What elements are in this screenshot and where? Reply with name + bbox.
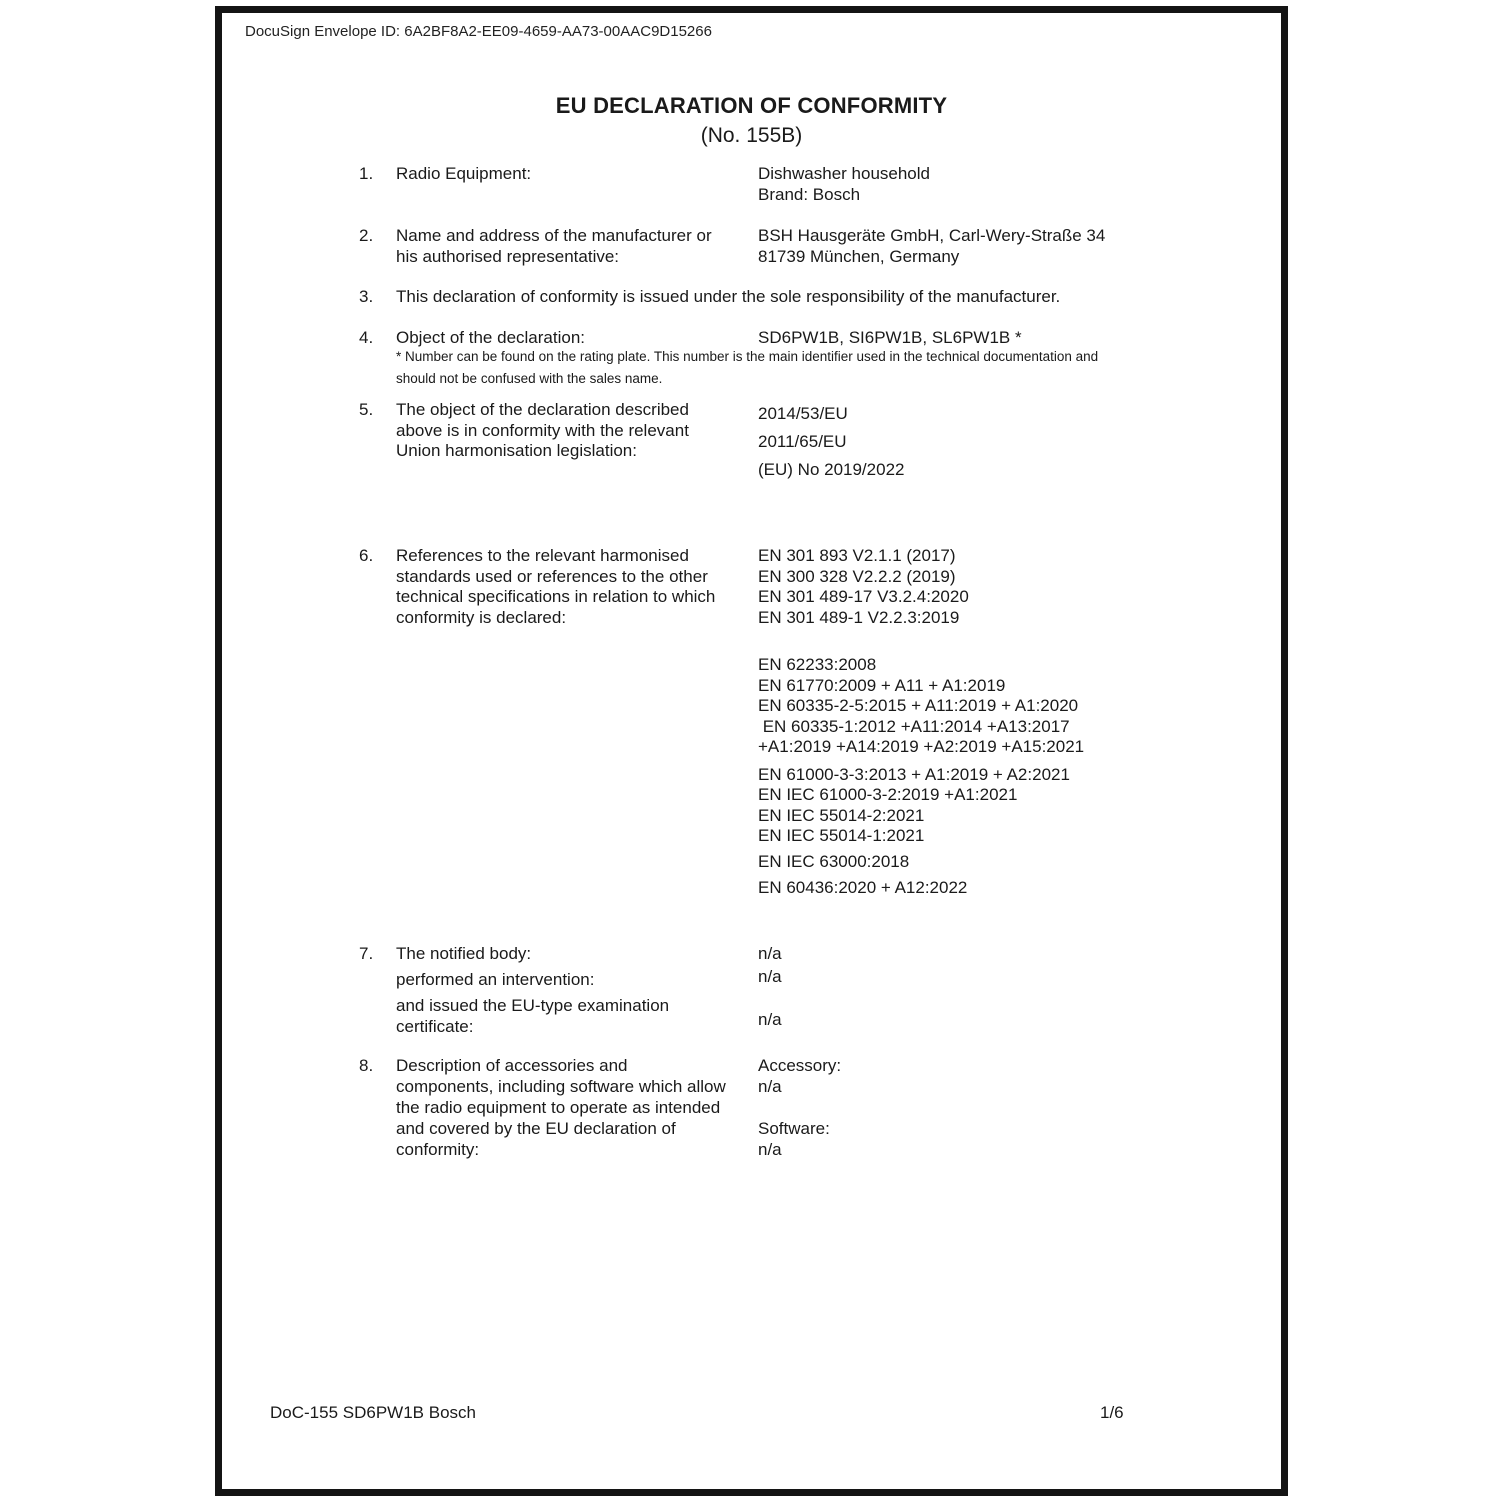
item-8-values (758, 1055, 1267, 1160)
footer-page-number: 1/6 (1100, 1403, 1124, 1422)
item-2-values (758, 226, 1267, 267)
label-line: The object of the declaration described (396, 400, 689, 419)
label-line: and issued the EU-type examination (396, 996, 670, 1015)
standard-line: EN 301 893 V2.1.1 (2017) (758, 546, 956, 565)
item-7-label (396, 944, 758, 1037)
standard-line: EN 60335-2-5:2015 + A11:2019 + A1:2020 (758, 696, 1079, 715)
standard-line: EN 60335-1:2012 +A11:2014 +A13:2017 (758, 716, 1070, 736)
label-line: conformity is declared: (396, 607, 567, 627)
standard-line: EN IEC 63000:2018 (758, 852, 910, 871)
item-2 (359, 226, 1267, 267)
label-line: technical specifications in relation to which (396, 587, 716, 606)
item-6 (359, 546, 1267, 899)
label-line: References to the relevant harmonised (396, 546, 689, 565)
item-4-footnote (396, 346, 1156, 389)
value-line: 2011/65/EU (758, 431, 847, 451)
item-1-label (396, 164, 758, 185)
label-line: conformity: (396, 1140, 480, 1159)
document-page (215, 6, 1288, 1496)
value-line: SD6PW1B, SI6PW1B, SL6PW1B * (758, 328, 1022, 347)
value-line: n/a (758, 1077, 782, 1096)
item-8 (359, 1055, 1267, 1160)
item-1-number: 1. (359, 164, 374, 183)
label-line: Union harmonisation legislation: (396, 441, 637, 460)
value-line: 2014/53/EU (758, 404, 848, 423)
item-5 (359, 400, 1267, 483)
item-8-number: 8. (359, 1056, 374, 1075)
item-1-values (758, 164, 1267, 205)
standard-line: EN IEC 61000-3-2:2019 +A1:2021 (758, 785, 1018, 804)
value-line: n/a (758, 1010, 782, 1029)
value-line: Accessory: (758, 1056, 842, 1075)
footnote-line: should not be confused with the sales name. (396, 370, 663, 386)
item-7 (359, 944, 1267, 1037)
label-line: Object of the declaration: (396, 328, 586, 347)
label-line: components, including software which allow (396, 1077, 726, 1096)
item-6-standards-list (758, 546, 1267, 899)
label-line: certificate: (396, 1016, 474, 1036)
value-line (758, 1097, 1267, 1118)
value-line: n/a (758, 944, 782, 963)
item-7-number: 7. (359, 944, 374, 963)
item-5-label (396, 400, 758, 462)
label-line: and covered by the EU declaration of (396, 1119, 676, 1138)
value-line: Brand: Bosch (758, 184, 861, 204)
footnote-line: * Number can be found on the rating plate. This number is the main identifier used in the technical documentation and (396, 349, 1099, 364)
item-2-number: 2. (359, 226, 374, 245)
item-6-label (396, 546, 758, 628)
standard-line: EN 60436:2020 + A12:2022 (758, 878, 968, 897)
value-line: BSH Hausgeräte GmbH, Carl-Wery-Straße 34 (758, 226, 1106, 245)
label-line: This declaration of conformity is issued under the sole responsibility of the manufacturer. (396, 287, 1061, 306)
value-line: 81739 München, Germany (758, 246, 960, 266)
label-line: performed an intervention: (396, 970, 595, 989)
value-line: Software: (758, 1119, 830, 1138)
item-7-values (758, 944, 1267, 1031)
label-line: his authorised representative: (396, 246, 620, 266)
value-line: (EU) No 2019/2022 (758, 459, 905, 479)
item-5-values (758, 400, 1267, 483)
value-line: Dishwasher household (758, 164, 930, 183)
label-line: standards used or references to the other (396, 566, 708, 586)
item-3 (359, 287, 1267, 308)
standard-line: EN 61770:2009 + A11 + A1:2019 (758, 675, 1006, 695)
standard-line: EN 301 489-1 V2.2.3:2019 (758, 607, 960, 627)
value-line: n/a (758, 967, 782, 986)
label-line: Description of accessories and (396, 1056, 628, 1075)
standard-line: EN 62233:2008 (758, 655, 877, 674)
item-5-number: 5. (359, 400, 374, 419)
item-1 (359, 164, 1267, 205)
standard-line: EN IEC 55014-1:2021 (758, 826, 925, 845)
standard-line: EN 300 328 V2.2.2 (2019) (758, 566, 956, 586)
value-line: n/a (758, 1140, 782, 1159)
label-line: Name and address of the manufacturer or (396, 226, 712, 245)
item-2-label (396, 226, 758, 267)
document-subtitle: (No. 155B) (700, 124, 803, 147)
item-3-label (396, 287, 1267, 308)
standard-line: EN 301 489-17 V3.2.4:2020 (758, 587, 969, 606)
label-line: the radio equipment to operate as intended (396, 1098, 721, 1117)
document-title: EU DECLARATION OF CONFORMITY (555, 93, 948, 118)
standard-line: +A1:2019 +A14:2019 +A2:2019 +A15:2021 (758, 737, 1085, 756)
docusign-envelope-id: DocuSign Envelope ID: 6A2BF8A2-EE09-4659-AA73-00AAC9D15266 (245, 23, 712, 40)
standard-line: EN 61000-3-3:2013 + A1:2019 + A2:2021 (758, 764, 1070, 784)
title-block (222, 93, 1281, 148)
item-6-number: 6. (359, 546, 374, 565)
item-1-label-line: Radio Equipment: (396, 164, 532, 183)
item-3-number: 3. (359, 287, 374, 306)
label-line: above is in conformity with the relevant (396, 420, 689, 440)
label-line: The notified body: (396, 944, 532, 963)
standard-line: EN IEC 55014-2:2021 (758, 805, 925, 825)
footer-document-id: DoC-155 SD6PW1B Bosch (270, 1403, 476, 1422)
item-8-label (396, 1055, 758, 1160)
item-4-number: 4. (359, 328, 374, 347)
